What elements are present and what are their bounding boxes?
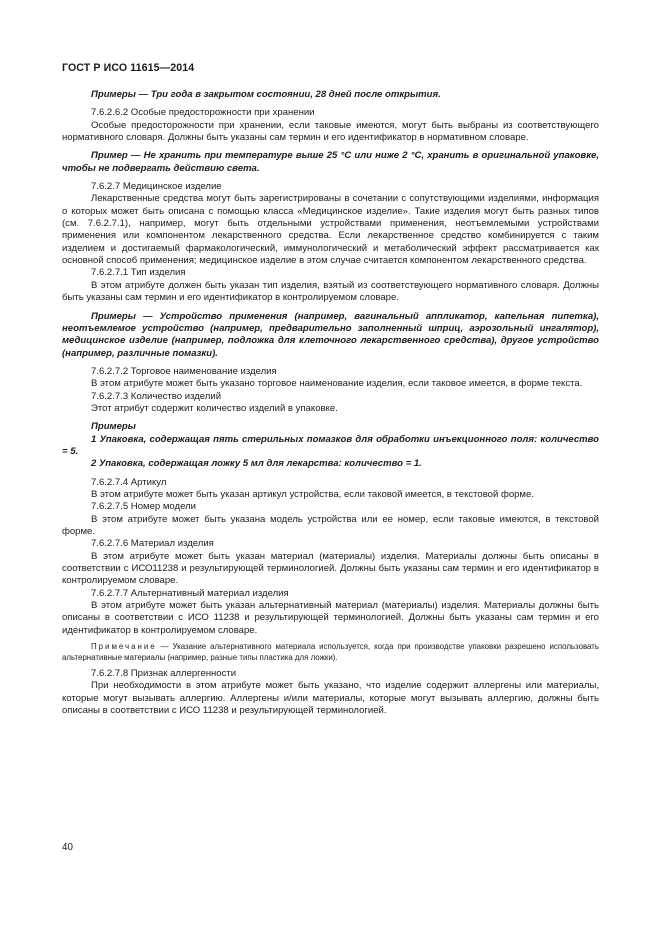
example-storage-period: Примеры — Три года в закрытом состоянии, 28 дней после открытия. (91, 89, 441, 100)
section-text-7-6-2-7-4: В этом атрибуте может быть указан артикул устройства, если таковой имеется, в текстовой форме. (91, 488, 534, 500)
page-number: 40 (62, 842, 73, 853)
section-heading-7-6-2-7-1: 7.6.2.7.1 Тип изделия (91, 267, 186, 279)
section-heading-7-6-2-7-5: 7.6.2.7.5 Номер модели (91, 501, 196, 513)
section-text-7-6-2-7-6: В этом атрибуте может быть указан материал (материалы) изделия. Материалы должны быть описаны в соответствии с ИСО11238 и результирующей терминологией. Должны быть указаны сам термин и его идентификатор в контролируемом словаре. (62, 550, 599, 587)
section-heading-7-6-2-7-3: 7.6.2.7.3 Количество изделий (91, 390, 222, 402)
examples-title: Примеры (91, 421, 136, 433)
section-text-7-6-2-7-2: В этом атрибуте может быть указано торговое наименование изделия, если таковое имеется, в форме текста. (91, 378, 583, 390)
section-heading-7-6-2-7-4: 7.6.2.7.4 Артикул (91, 476, 167, 488)
example-storage-conditions: Пример — Не хранить при температуре выше 25 °C или ниже 2 °C, хранить в оригинальной упаковке, чтобы не подвергать действию света. (62, 150, 599, 174)
page-body (62, 89, 599, 717)
example-quantity-2: 2 Упаковка, содержащая ложку 5 мл для лекарства: количество = 1. (91, 458, 422, 470)
example-device-types: Примеры — Устройство применения (например, вагинальный аппликатор, капельная пипетка), неотъемлемое устройство (например, предварительно заполненный шприц, аэрозольный ингалятор), медицинское изделие (например, подложка для клеточного лекарственного средства), другое устройство (например, различные помазки). (62, 310, 599, 359)
note-alternative-material (62, 642, 599, 663)
section-heading-7-6-2-7-7: 7.6.2.7.7 Альтернативный материал изделия (91, 587, 289, 599)
section-heading-7-6-2-7-6: 7.6.2.7.6 Материал изделия (91, 538, 214, 550)
section-text-7-6-2-7: Лекарственные средства могут быть зарегистрированы в сочетании с сопутствующими изделиями, информация о которых может быть описана с помощью класса «Медицинское изделие». Такие изделия могут быть разных типов (см. 7.6.2.7.1), например, могут быть отдельными устройствами применения, неотъемлемыми устройствами применения или компонентом лекарственного средства. Если лекарственное средство комбинируется с таким изделием и достигаемый фармакологический, иммунологический и метаболический эффект рассматривается как основной способ применения; медицинское изделие в этом случае считается компонентом лекарственного средства. (62, 193, 599, 267)
section-text-7-6-2-7-8: При необходимости в этом атрибуте может быть указано, что изделие содержит аллергены или материалы, которые могут вызывать аллергию. Аллергены и/или материалы, которые могут вызывать аллергию, должны быть описаны в соответствии с ИСО 11238 и результирующей терминологией. (62, 680, 599, 716)
section-text-7-6-2-7-3: Этот атрибут содержит количество изделий в упаковке. (91, 402, 338, 414)
note-text: — Указание альтернативного материала используется, когда при производстве упаковки разрешено использовать альтернативные материалы (например, разные типы пластика для ложки). (62, 642, 599, 662)
section-heading-7-6-2-6-2: 7.6.2.6.2 Особые предосторожности при хранении (91, 107, 315, 119)
section-heading-7-6-2-7-2: 7.6.2.7.2 Торговое наименование изделия (91, 365, 277, 377)
section-text-7-6-2-7-7: В этом атрибуте может быть указан альтернативный материал (материалы) изделия. Материалы должны быть описаны в соответствии с ИСО 11238 и результирующей терминологией. Должны быть указаны сам термин и его идентификатор в контролируемом словаре. (62, 600, 599, 636)
document-header: ГОСТ Р ИСО 11615—2014 (62, 62, 195, 74)
section-text-7-6-2-6-2: Особые предосторожности при хранении, если таковые имеются, могут быть выбраны из соответствующего нормативного словаря. Должны быть указаны сам термин и его идентификатор в нормативном словаре. (62, 119, 599, 144)
note-label: Примечание (91, 642, 157, 652)
section-heading-7-6-2-7-8: 7.6.2.7.8 Признак аллергенности (91, 667, 237, 679)
section-text-7-6-2-7-1: В этом атрибуте должен быть указан тип изделия, взятый из соответствующего нормативного словаря. Должны быть указаны сам термин и его идентификатор в контролируемом словаре. (62, 279, 599, 304)
example-quantity-1: 1 Упаковка, содержащая пять стерильных помазков для обработки инъекционного поля: количество = 5. (62, 433, 599, 457)
section-heading-7-6-2-7: 7.6.2.7 Медицинское изделие (91, 181, 222, 193)
section-text-7-6-2-7-5: В этом атрибуте может быть указана модель устройства или ее номер, если таковые имеются, в текстовой форме. (62, 513, 599, 537)
